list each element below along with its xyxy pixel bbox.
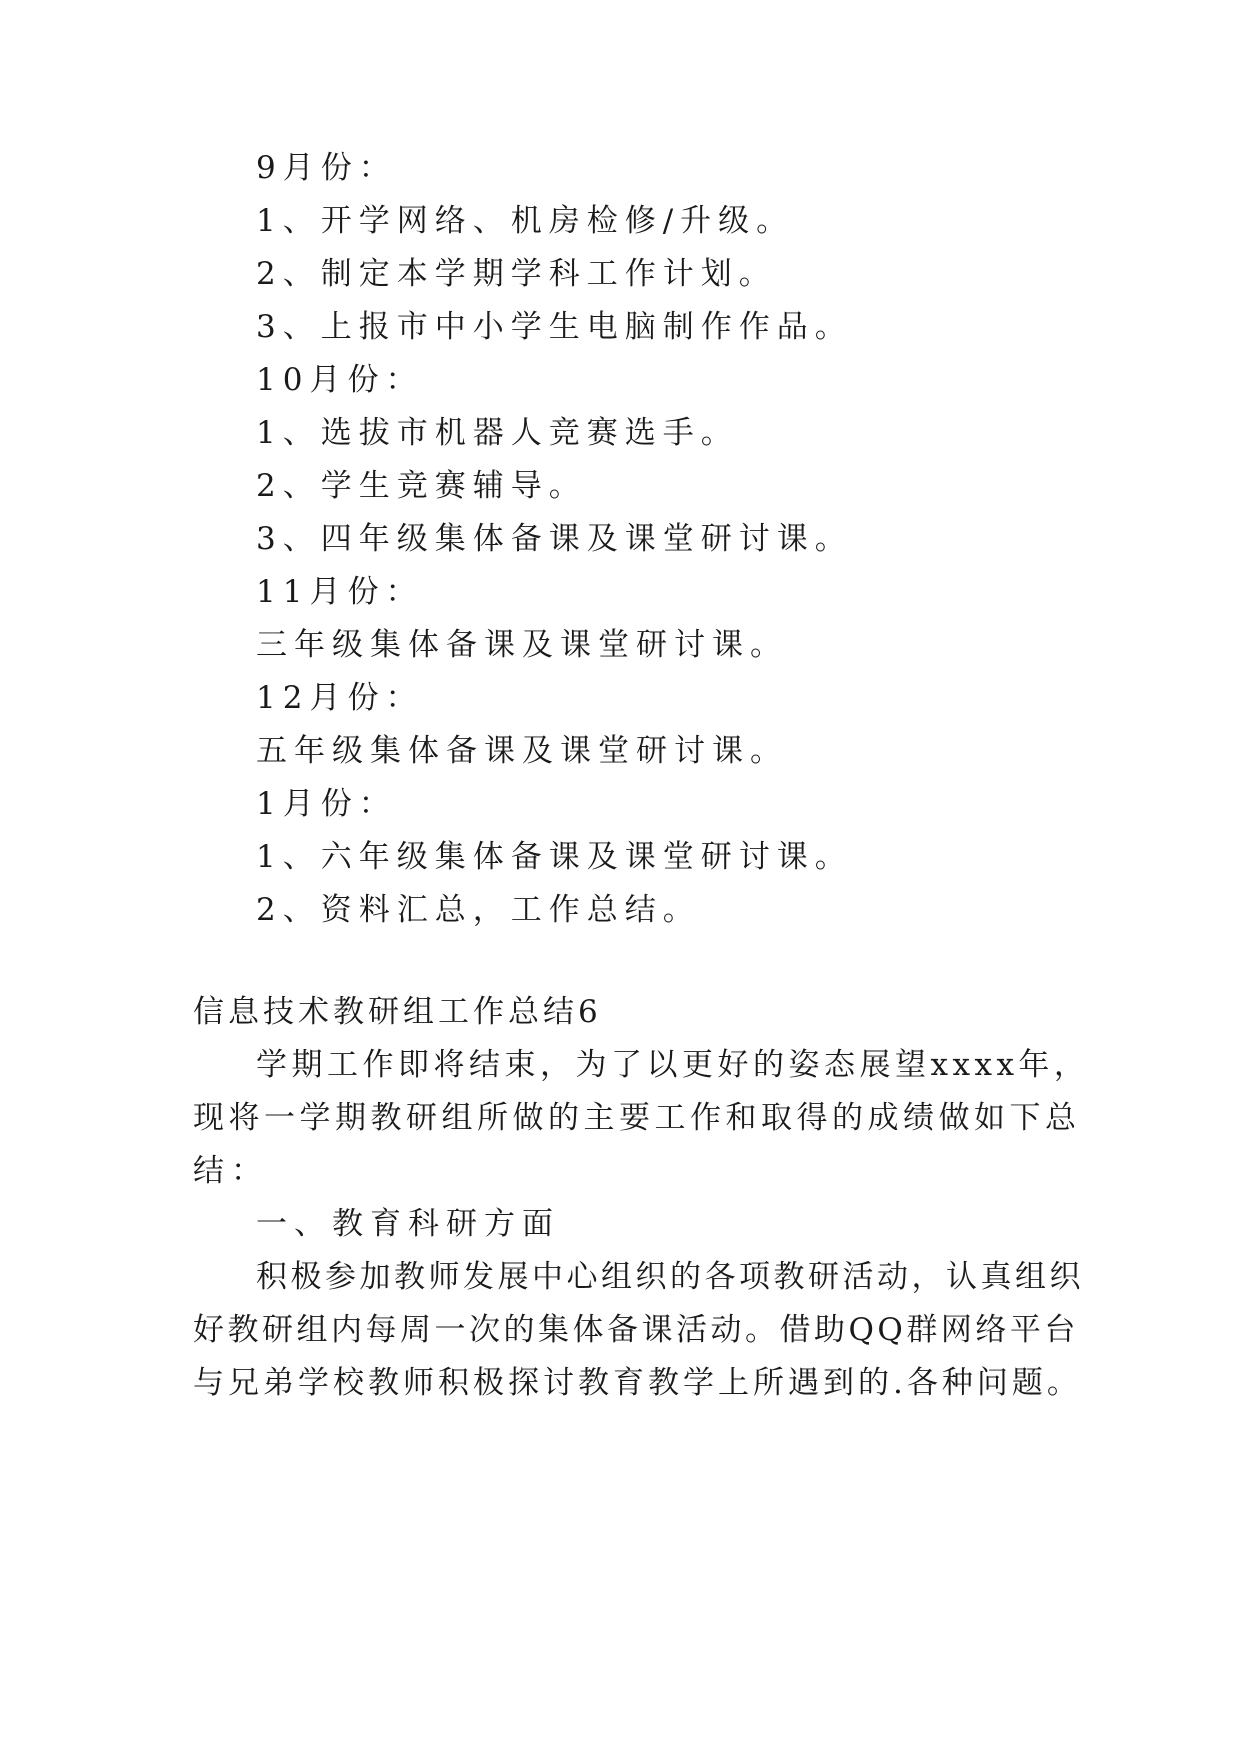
schedule-item: 1、选拔市机器人竞赛选手。	[256, 415, 739, 451]
schedule-item: 五年级集体备课及课堂研讨课。	[256, 733, 788, 769]
paragraph-line: 积极参加教师发展中心组织的各项教研活动，认真组织	[256, 1259, 1084, 1295]
month-heading-october: 10月份：	[256, 362, 424, 398]
schedule-item: 3、四年级集体备课及课堂研讨课。	[256, 521, 853, 557]
paragraph-line: 结：	[193, 1153, 269, 1189]
part-heading: 一、教育科研方面	[256, 1206, 560, 1242]
schedule-item: 1、六年级集体备课及课堂研讨课。	[256, 839, 853, 875]
month-heading-january: 1月份：	[256, 786, 397, 822]
paragraph-line: 与兄弟学校教师积极探讨教育教学上所遇到的.各种问题。	[193, 1365, 1082, 1401]
month-heading-november: 11月份：	[256, 574, 424, 610]
schedule-item: 2、制定本学期学科工作计划。	[256, 256, 777, 292]
schedule-item: 2、学生竞赛辅导。	[256, 468, 587, 504]
paragraph-line: 现将一学期教研组所做的主要工作和取得的成绩做如下总	[193, 1100, 1081, 1136]
month-heading-september: 9月份：	[256, 150, 397, 186]
paragraph-line: 学期工作即将结束，为了以更好的姿态展望xxxx年，	[256, 1047, 1090, 1083]
schedule-item: 2、资料汇总，工作总结。	[256, 892, 701, 928]
paragraph-line: 好教研组内每周一次的集体备课活动。借助QQ群网络平台	[193, 1312, 1079, 1348]
section-title: 信息技术教研组工作总结6	[193, 994, 602, 1030]
schedule-item: 三年级集体备课及课堂研讨课。	[256, 627, 788, 663]
month-heading-december: 12月份：	[256, 680, 424, 716]
schedule-item: 1、开学网络、机房检修/升级。	[256, 203, 795, 239]
schedule-item: 3、上报市中小学生电脑制作作品。	[256, 309, 853, 345]
